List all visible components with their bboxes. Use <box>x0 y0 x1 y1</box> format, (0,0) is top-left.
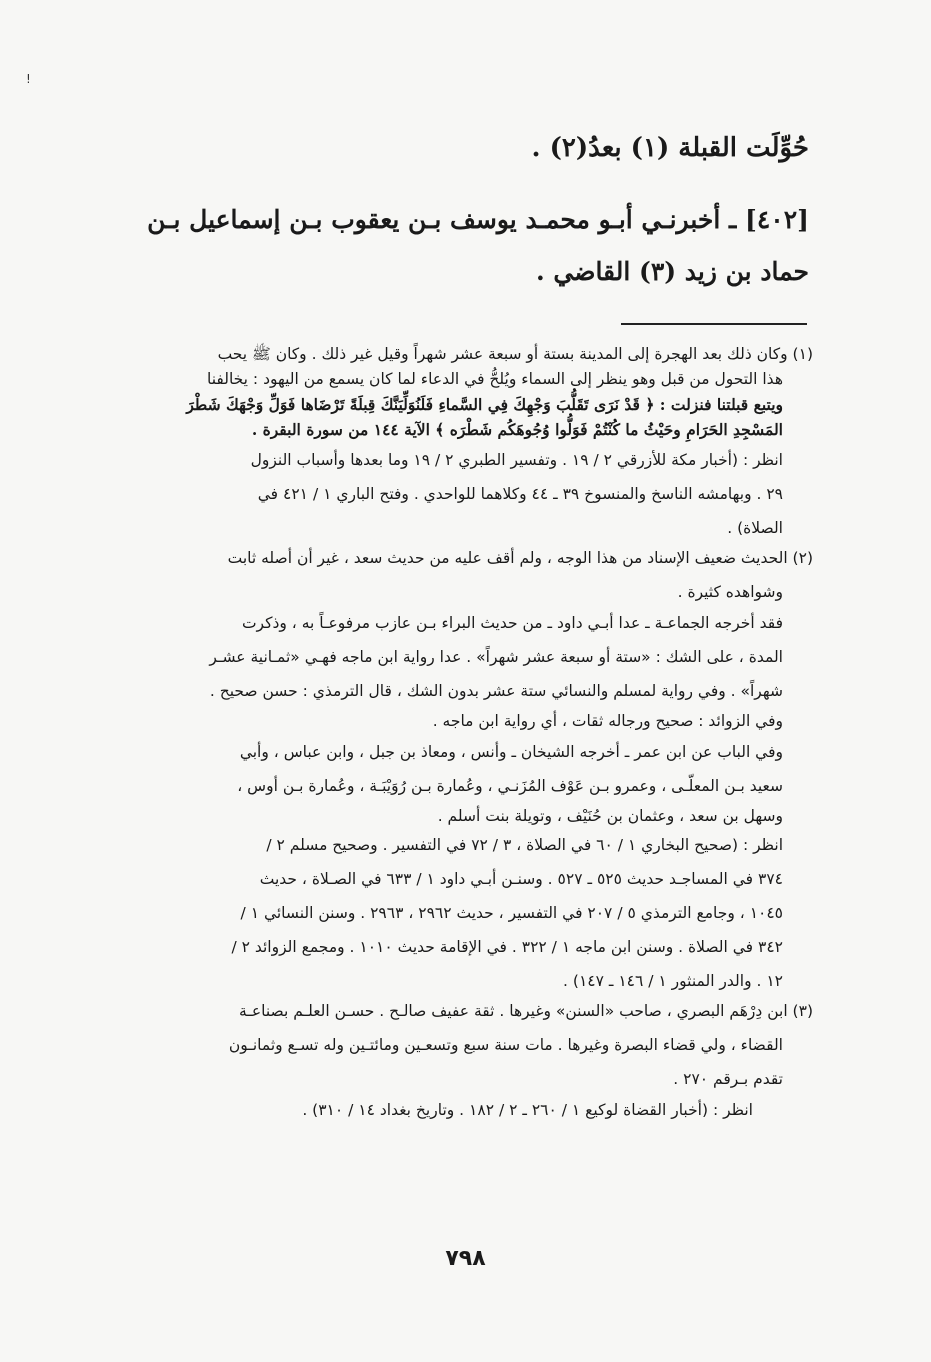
footnote-separator <box>621 323 807 325</box>
reference-line: الصلاة) . <box>727 519 783 537</box>
footnote-line: (٢) الحديث ضعيف الإسناد من هذا الوجه ، ولم أقف عليه من حديث سعد ، غير أن أصله ثابت <box>227 549 813 567</box>
footnote-line: سعيد بـن المعلّـى ، وعمرو بـن عَوْف المُزَنـي ، وعُمارة بـن رُوَيْبَـة ، وعُمارة بـن أوس ، <box>237 777 783 795</box>
quran-verse-line: ويتبع قبلتنا فنزلت : ﴿ قَدْ نَرَى تَقَلُّبَ وَجْهِكَ فِي السَّماءِ فَلَنُوَلِّيَنَّكَ قِبلَةً تَرْضَاها فَوَلِّ وَجْهَكَ شَطْرَ <box>186 395 783 414</box>
reference-line: انظر : (صحيح البخاري ١ / ٦٠ في الصلاة ، ٣ / ٧٢ في التفسير . وصحيح مسلم ٢ / <box>266 836 783 854</box>
footnote-1 <box>113 342 813 541</box>
narration-line-1: [٤٠٢] ـ أخبرنـي أبـو محمـد يوسف بـن يعقوب بـن إسماعيل بـن <box>147 205 809 234</box>
reference-line: ١٠٤٥ ، وجامع الترمذي ٥ / ٢٠٧ في التفسير ، حديث ٢٩٦٢ ، ٢٩٦٣ . وسنن النسائي ١ / <box>240 904 783 922</box>
narration-line-2: حماد بن زيد (٣) القاضي . <box>535 257 809 286</box>
quran-verse-line: المَسْجِدِ الحَرَامِ وحَيْثُ ما كُنْتُمْ فَوَلُّوا وُجُوهَكُم شَطْرَه ﴾ الآية ١٤٤ من سورة البقرة . <box>251 420 783 439</box>
footnote-line: (٣) ابن دِرْهَم البصري ، صاحب «السنن» وغيرها . ثقة عفيف صالـح . حسـن العلـم بصناعـة <box>239 1002 813 1020</box>
footnote-line: وفي الزوائد : صحيح ورجاله ثقات ، أي رواية ابن ماجه . <box>432 712 783 730</box>
footnote-3 <box>113 999 813 1123</box>
reference-line: ٢٩ . وبهامشه الناسخ والمنسوخ ٣٩ ـ ٤٤ وكلاهما للواحدي . وفتح الباري ١ / ٤٢١ في <box>257 485 783 503</box>
footnote-line: وشواهده كثيرة . <box>677 583 783 601</box>
footnotes-block <box>113 342 813 1123</box>
heading-tail-line: حُوِّلَت القبلة (١) بعدُ(٢) . <box>531 133 809 163</box>
reference-line: ٣٤٢ في الصلاة . وسنن ابن ماجه ١ / ٣٢٢ . في الإقامة حديث ١٠١٠ . ومجمع الزوائد ٢ / <box>231 938 783 956</box>
footnote-2 <box>113 546 813 994</box>
footnote-line: وفي الباب عن ابن عمر ـ أخرجه الشيخان ـ وأنس ، ومعاذ بن جبل ، وابن عباس ، وأبي <box>239 743 783 761</box>
footnote-line: وسهل بن سعد ، وعثمان بن حُنَيْف ، وتويلة بنت أسلم . <box>437 807 783 825</box>
page-number: ٧٩٨ <box>445 1246 486 1271</box>
footnote-line: تقدم بـرقم ٢٧٠ . <box>673 1070 783 1088</box>
footnote-line: شهراً» . وفي رواية لمسلم والنسائي ستة عشر بدون الشك ، قال الترمذي : حسن صحيح . <box>209 682 783 700</box>
reference-line: انظر : (أخبار القضاة لوكيع ١ / ٢٦٠ ـ ٢ / ١٨٢ . وتاريخ بغداد ١٤ / ٣١٠) . <box>302 1101 753 1119</box>
footnote-line: هذا التحول من قبل وهو ينظر إلى السماء ويُلحُّ في الدعاء لما كان يسمع من اليهود : يخالفنا <box>206 370 783 388</box>
reference-line: ٣٧٤ في المساجـد حديث ٥٢٥ ـ ٥٢٧ . وسنـن أبـي داود ١ / ٦٣٣ في الصـلاة ، حديث <box>259 870 783 888</box>
footnote-line: (١) وكان ذلك بعد الهجرة إلى المدينة بستة أو سبعة عشر شهراً وقيل غير ذلك . وكان ﷺ يحب <box>217 345 813 363</box>
footnote-line: فقد أخرجه الجماعـة ـ عدا أبـي داود ـ من حديث البراء بـن عازب مرفوعـاً به ، وذكرت <box>241 614 783 632</box>
footnote-line: القضاء ، ولي قضاء البصرة وغيرها . مات سنة سبع وتسعـين ومائتـين وله تسـع وثمانـون <box>228 1036 783 1054</box>
footnote-line: المدة ، على الشك : «ستة أو سبعة عشر شهراً» . عدا رواية ابن ماجه فهـي «ثمـانية عشـر <box>209 648 783 666</box>
reference-line: ١٢ . والدر المنثور ١ / ١٤٦ ـ ١٤٧) . <box>563 972 783 990</box>
margin-mark: ! <box>26 72 31 86</box>
narration-paragraph <box>109 194 809 298</box>
reference-line: انظر : (أخبار مكة للأزرقي ٢ / ١٩ . وتفسير الطبري ٢ / ١٩ وما بعدها وأسباب النزول <box>250 451 783 469</box>
